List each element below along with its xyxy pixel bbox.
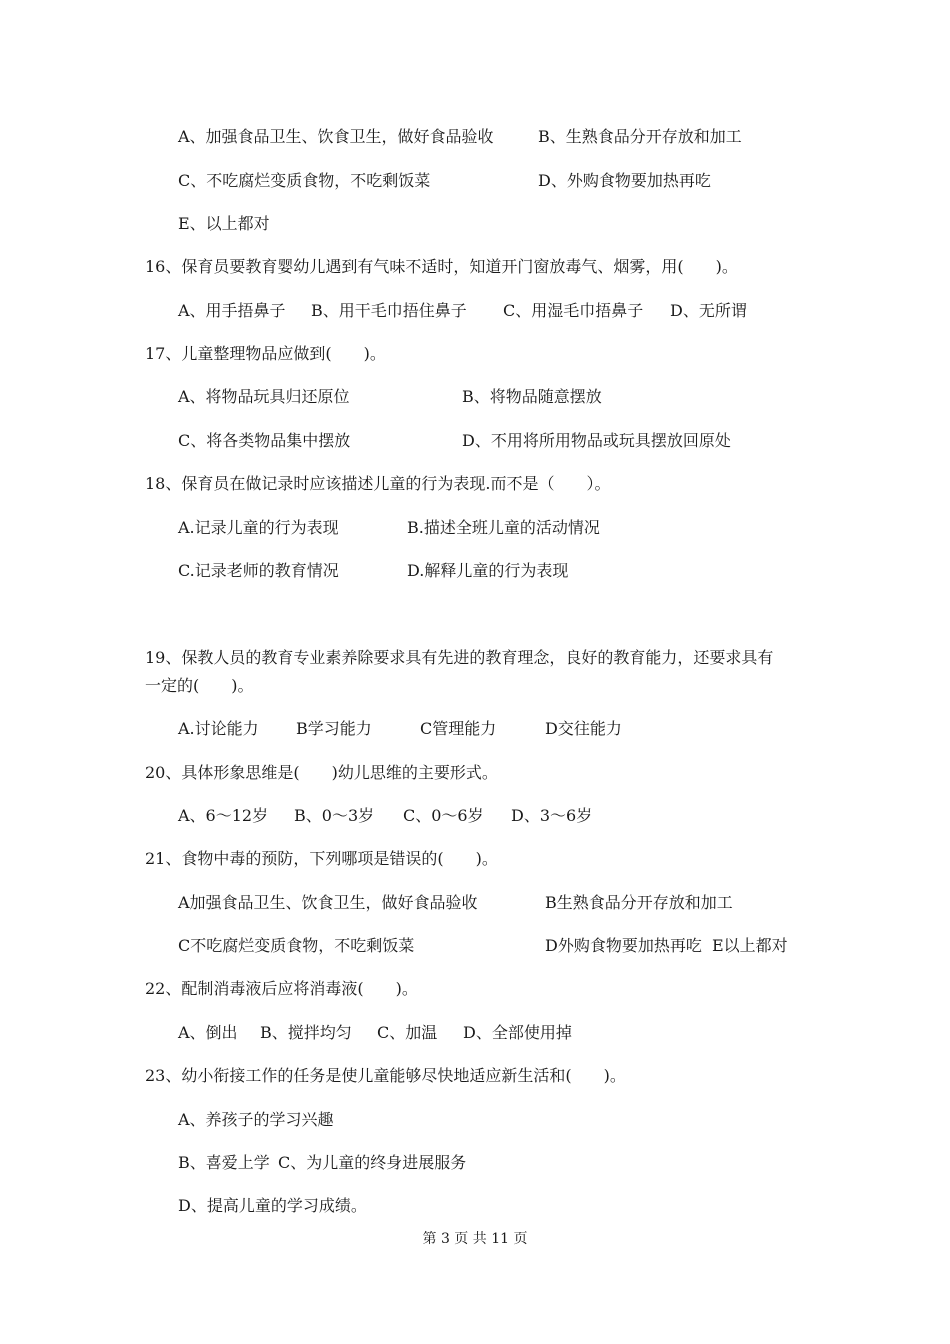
q21-option-e: E以上都对: [712, 936, 788, 955]
q19-stem-line2: 一定的( )。: [145, 676, 254, 695]
q21-option-d: D外购食物要加热再吃: [545, 936, 702, 955]
q21-stem: 21、食物中毒的预防，下列哪项是错误的( )。: [145, 849, 498, 868]
q21-option-b: B生熟食品分开存放和加工: [545, 893, 733, 912]
q22-option-d: D、全部使用掉: [463, 1023, 572, 1042]
q22-option-c: C、加温: [377, 1023, 438, 1042]
q16-option-a: A、用手捂鼻子: [178, 301, 286, 320]
q17-stem: 17、儿童整理物品应做到( )。: [145, 344, 386, 363]
q23-option-b: B、喜爱上学: [178, 1153, 270, 1172]
q23-stem: 23、幼小衔接工作的任务是使儿童能够尽快地适应新生活和( )。: [145, 1066, 626, 1085]
q23-option-a: A、养孩子的学习兴趣: [178, 1110, 334, 1129]
q15-option-c: C、不吃腐烂变质食物，不吃剩饭菜: [178, 171, 431, 190]
q17-option-c: C、将各类物品集中摆放: [178, 431, 351, 450]
q20-option-a: A、6～12岁: [178, 806, 269, 825]
q22-stem: 22、配制消毒液后应将消毒液( )。: [145, 979, 418, 998]
q23-option-d: D、提高儿童的学习成绩。: [178, 1196, 367, 1215]
q16-option-d: D、无所谓: [670, 301, 747, 320]
q21-option-a: A加强食品卫生、饮食卫生，做好食品验收: [178, 893, 478, 912]
q17-option-d: D、不用将所用物品或玩具摆放回原处: [462, 431, 731, 450]
q23-option-c: C、为儿童的终身进展服务: [278, 1153, 467, 1172]
q18-stem: 18、保育员在做记录时应该描述儿童的行为表现.而不是（ ）。: [145, 474, 611, 493]
q15-option-b: B、生熟食品分开存放和加工: [538, 127, 742, 146]
q18-option-c: C.记录老师的教育情况: [178, 561, 339, 580]
q17-option-a: A、将物品玩具归还原位: [178, 387, 350, 406]
q20-option-b: B、0～3岁: [294, 806, 375, 825]
q18-option-a: A.记录儿童的行为表现: [178, 518, 339, 537]
q18-option-b: B.描述全班儿童的活动情况: [407, 518, 600, 537]
q15-option-d: D、外购食物要加热再吃: [538, 171, 711, 190]
q19-option-c: C管理能力: [420, 719, 497, 738]
q20-stem: 20、具体形象思维是( )幼儿思维的主要形式。: [145, 763, 498, 782]
q20-option-c: C、0～6岁: [403, 806, 484, 825]
q16-option-b: B、用干毛巾捂住鼻子: [311, 301, 467, 320]
q19-option-d: D交往能力: [545, 719, 622, 738]
q15-option-a: A、加强食品卫生、饮食卫生，做好食品验收: [178, 127, 494, 146]
q19-option-b: B学习能力: [296, 719, 372, 738]
q15-option-e: E、以上都对: [178, 214, 270, 233]
q21-option-c: C不吃腐烂变质食物，不吃剩饭菜: [178, 936, 415, 955]
q22-option-b: B、搅拌均匀: [260, 1023, 352, 1042]
q17-option-b: B、将物品随意摆放: [462, 387, 602, 406]
q22-option-a: A、倒出: [178, 1023, 238, 1042]
q16-option-c: C、用湿毛巾捂鼻子: [503, 301, 644, 320]
q19-option-a: A.讨论能力: [178, 719, 259, 738]
q16-stem: 16、保育员要教育婴幼儿遇到有气味不适时，知道开门窗放毒气、烟雾，用( )。: [145, 257, 738, 276]
page-number: 第 3 页 共 11 页: [422, 1231, 528, 1247]
q20-option-d: D、3～6岁: [511, 806, 593, 825]
q19-stem-line1: 19、保教人员的教育专业素养除要求具有先进的教育理念，良好的教育能力，还要求具有: [145, 648, 774, 667]
q18-option-d: D.解释儿童的行为表现: [407, 561, 569, 580]
